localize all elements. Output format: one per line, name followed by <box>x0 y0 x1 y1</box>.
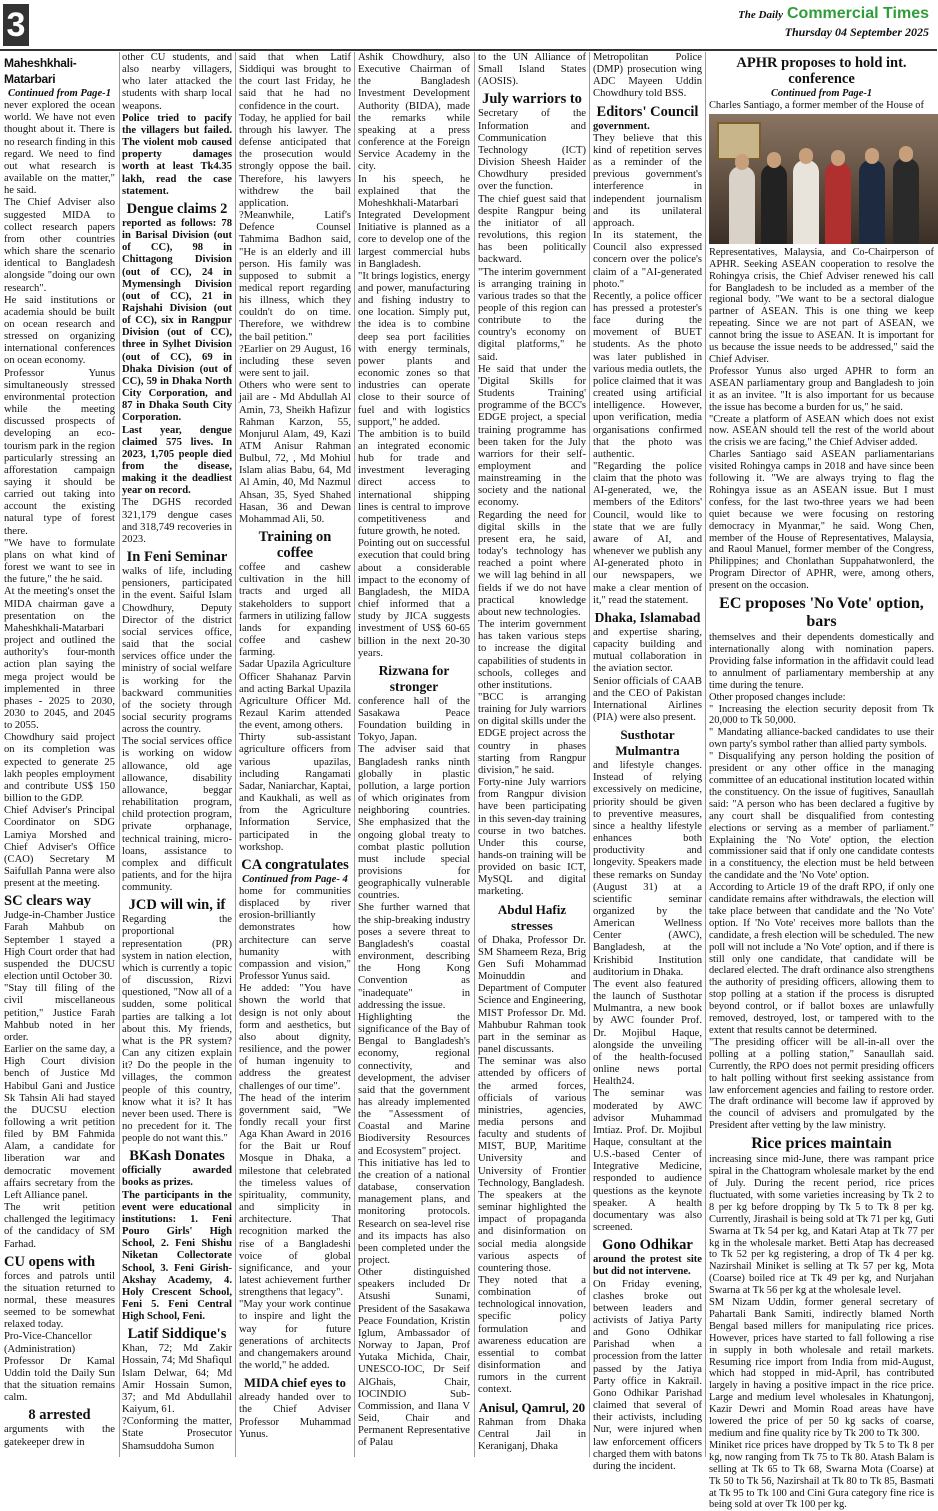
photo-person-head <box>899 146 913 162</box>
paragraph: The participants in the event were educational institutions: 1. Feni Pouro Girls' High School, 2. Feni Shishu Niketan Collectorate School, 3. Feni Girish-Akshay Academy, 4. Holy Crescent School, Feni 5. Feni Central High School, Feni. <box>122 1189 232 1323</box>
paragraph: and expertise sharing, capacity building and mutual collaboration in the aviation sector. <box>593 626 702 675</box>
paragraph: The speakers at the seminar highlighted the impact of propaganda and disinformation on social media alongside various aspects of countering those. <box>478 1189 586 1274</box>
paragraph: Judge-in-Chamber Justice Farah Mahbub on September 1 stayed a High Court order that had suspended the DUCSU election until October 30. <box>4 910 115 983</box>
paragraph: " Increasing the election security deposit from Tk 20,000 to Tk 50,000. <box>709 703 934 727</box>
paragraph: ?Meanwhile, Latif's Defence Counsel Tahmima Badhon said, "He is an elderly and ill person. His family was supposed to submit a medical report regarding his illness, which they couldn't do on time. Therefore, we withdrew the bail petition." <box>239 210 351 343</box>
paragraph: Other proposed changes include: <box>709 691 846 703</box>
paper-prefix: The Daily <box>738 9 783 21</box>
photo-person <box>859 160 885 244</box>
photo-person-head <box>865 148 879 164</box>
column-7 <box>709 52 934 1511</box>
paragraph: Last year, dengue claimed 575 lives. In 2023, 1,705 people died from the disease, making it the deadliest year on record. <box>122 424 232 497</box>
paragraph: He said institutions or academia should be built on ocean research and stressed on organizing international conferences on ocean economy. <box>4 294 115 367</box>
paragraph: Forty-nine July warriors from Rangpur division have been participating in this seven-day training course in two batches. Under this course, hands-on training will be provided on basic ICT, MySQL and digital marketing. <box>478 777 586 898</box>
paragraph: conference hall of the Sasakawa Peace Foundation building in Tokyo, Japan. <box>358 695 470 744</box>
paragraph: The seminar was moderated by AWC advisor Muhammad Imtiaz. Prof. Dr. Mojibul Haque, consultant at the U.S.-based Center of Integrative Medicine, responded to audience questions as the keynote speaker. A health documentary was also screened. <box>593 1088 702 1234</box>
photo-person-head <box>831 150 845 166</box>
paragraph: The event also featured the launch of Susthotar Mulmantra, a new book by AWC founder Prof. Dr. Mojibul Haque, alongside the unveiling of the health-focused online news portal Health24. <box>593 978 702 1088</box>
paragraph: Other distinguished speakers included Dr Atsushi Sunami, President of the Sasakawa Peace Foundation, Kristin Iglum, Ambassador of Norway to Japan, Prof Yutaka Michida, Chair, UNESCO-IOC, Dr Seif AlGhais, Chair, IOCINDIO Sub-Commission, and Ilana V Seid, Chair and Permanent Representative of Palau <box>358 1267 470 1449</box>
paragraph: forces and patrols until the situation returned to normal, these measures seemed to be somewhat relaxed today. <box>4 1270 115 1331</box>
continuation-note: Continued from Page- 4 <box>242 873 348 885</box>
paragraph: Miniket rice prices have dropped by Tk 5 to Tk 8 per kg, now ranging from Tk 75 to Tk 80. Atash Balam is selling at Tk 65 to Tk 68, Swarna Mota (Coarse) at Tk 50 to Tk 56, Nazirshail at Tk 80 to Tk 85, Basmati at Tk 95 to Tk 100 and Cini Gura category fine rice is being sold at over Tk 100 per kg. <box>709 1439 934 1511</box>
paragraph: never explored the ocean world. We have not even thought about it. There is no research finding in this regard. We need to find out what research is available on the matter," he said. <box>4 100 115 197</box>
paragraph: home for communities displaced by river erosion-brilliantly demonstrates how architecture can serve humanity with compassion and vision," Professor Yunus said. <box>239 886 351 983</box>
headline: Susthotar Mulmantra <box>615 727 680 759</box>
paragraph: This initiative has led to the creation of a national database, conservation management plans, and monitoring protocols. Research on sea-level rise and its impacts has also been completed under the project. <box>358 1157 470 1266</box>
headline: EC proposes 'No Vote' option, bars <box>719 595 924 631</box>
paragraph: The social services office is working on widow allowance, old age allowance, disability allowance, beggar rehabilitation program, child protection program, private orphanage, technical training, micro-loans, assistance to complex and difficult patients, and for the hijra community. <box>122 736 232 894</box>
headline: JCD will win, if <box>128 897 226 914</box>
paragraph: "BCC is arranging training for July warriors on digital skills under the EDGE project across the country in phases starting from Rangpur division," he said. <box>478 691 586 776</box>
column-1 <box>4 52 115 1457</box>
paragraph: The seminar was also attended by officers of the armed forces, officials of various ministries, agencies, media persons and faculty and students of MIST, BUP, Maritime University and University of Frontier Technology, Bangladesh. <box>478 1056 586 1189</box>
photo-person <box>761 164 787 244</box>
paragraph: At the meeting's onset the MIDA chairman gave a presentation on the Maheshkhali-Matarbari project and outlined the authority's four-month action plan saying the mega project would be implemented in three phases - 2025 to 2030, 2030 to 2045, and 2045 to 2055. <box>4 586 115 732</box>
paragraph: government. <box>593 120 650 132</box>
paragraph: " Disqualifying any person holding the position of president or any other office in the managing committee of an educational institution located within the constituency. On the issue of fugitives, Sanaullah said: "A person who has been declared a fugitive by any court shall be disqualified from contesting elections or serving as a member of parliament." Explaining the 'No Vote' option, the election commissioner said that if only one candidate contests in a constituency, the election must be held between the candidate and the 'No Vote' option. <box>709 751 934 882</box>
paragraph: officially awarded books as prizes. <box>122 1165 232 1189</box>
paragraph: Regarding the need for digital skills in the present era, he said, today's technology has reached a point where we will lag behind in all fields if we do not have practical knowledge about new technologies. <box>478 509 586 618</box>
headline: Dhaka, Islamabad <box>594 609 701 625</box>
page-number: 3 <box>3 4 29 46</box>
paragraph: to the UN Alliance of Small Island States (AOSIS). <box>478 52 586 88</box>
paragraph: said that when Latif Siddiqui was brought to the court last Friday, he said that he had no confidence in the court. <box>239 52 351 112</box>
headline: July warriors to <box>482 91 582 108</box>
paragraph: Professor Yunus also urged APHR to form an ASEAN parliamentary group and Bangladesh to join it as an invitee. "It is also important for us because the issue has become a burden for us," he said. <box>709 365 934 413</box>
paragraph: Others who were sent to jail are - Md Abdullah Al Amin, 73, Sheikh Hafizur Rahman Karzon, 55, Monjurul Alam, 49, Kazi ATM Anisur Rahman Bulbul, 72, , Md Mohiul Islam alias Babu, 64, Md Al Amin, 40, Md Nazmul Ahsan, 35, Syed Shahed Hasan, 36 and Dewan Mohammad Ali, 50. <box>239 380 351 525</box>
paragraph: SM Nizam Uddin, former general secretary of Pahartali Bank Samiti, indirectly blamed North Bengal based millers for manipulating rice prices. However, prices have started to fall following a rise in supply in both wholesale and retail markets. Resuming rice import from India from mid-August, which had stopped in mid-April, has contributed largely in having a positive impact in the rice price. Large and medium level wholesales in Khatungonj, Kazir Dewri and Momin Road areas have have lowered the price of per 50 kg sacks of coarse, medium and fine quality rice by Tk 200 to Tk 300. <box>709 1297 934 1439</box>
headline: SC clears way <box>4 893 91 910</box>
paragraph: Ashik Chowdhury, also Executive Chairman of the Bangladesh Investment Development Authority (BIDA), made the remarks while speaking at a press conference at the Foreign Service Academy in the city. <box>358 52 470 173</box>
column-2 <box>122 52 232 1457</box>
headline: CA congratulates <box>241 856 349 873</box>
headline: APHR proposes to hold int. conference <box>736 55 907 87</box>
paragraph: Chowdhury said project on its completion was expected to generate 25 lakh peoples employment and contribute US$ 150 billion to the GDP. <box>4 732 115 805</box>
column-divider <box>235 52 236 1457</box>
paragraph: walks of life, including pensioners, participated in the event. Saiful Islam Chowdhury, Deputy Director of the district social services office, said that the social services office under the ministry of social welfare is working for the backward communities of the society through social security programs across the country. <box>122 566 232 736</box>
continuation-note: Continued from Page-1 <box>770 88 873 99</box>
paragraph: "Stay till filing of the civil miscellaneous petition," Justice Farah Mahbub noted in her order. <box>4 983 115 1043</box>
continuation-note: Continued from Page-1 <box>8 88 111 99</box>
paragraph: Khan, 72; Md Zakir Hossain, 74; Md Shafiqul Islam Delwar, 64; Md Amir Hossain Sumon, 37; and Md Abdullahil Kaiyum, 61. <box>122 1343 232 1416</box>
column-6 <box>593 52 702 1472</box>
paragraph: themselves and their dependents domestically and internationally along with nomination papers. Providing false information in the affidavit could lead to annulment of parliamentary membership at any time during the tenure. <box>709 632 934 691</box>
photo-person-head <box>767 152 781 168</box>
paragraph: The Chief Adviser also suggested MIDA to collect research papers from other countries which share the scenario identical to Bangladesh alongside "doing our own research". <box>4 197 115 294</box>
headline: CU opens with <box>4 1253 96 1270</box>
headline: Training on coffee <box>258 529 332 562</box>
paragraph: The interim government has taken various steps to increase the digital capabilities of students in schools, colleges and other institutions. <box>478 619 586 691</box>
column-divider <box>589 52 590 1457</box>
paragraph: Secretary of the Information and Communication Technology (ICT) Division Sheesh Haider Chowdhury presided over the function. <box>478 108 586 193</box>
paragraph: reported as follows: 78 in Barisal Division (out of CC), 98 in Chittagong Division (out of CC), 24 in Mymensingh Division (out of CC), 21 in Rajshahi Division (out of CC), six in Rangpur Division (out of CC), three in Sylhet Division (out of CC), 69 in Dhaka Division (out of CC), 59 in Dhaka North City Corporation, and 87 in Dhaka South City Corporation. <box>122 217 232 424</box>
paragraph: They noted that a combination of technological innovation, specific policy formulation and awareness education are essential to combat disinformation and rumors in the current context. <box>478 1275 586 1396</box>
column-5 <box>478 52 586 1457</box>
paragraph: According to Article 19 of the draft RPO, if only one candidate remains after withdrawals, the election will take place between that candidate and the 'No Vote' option. If 'No Vote' receives more ballots than the candidate, a fresh election will be scheduled. The new poll will not include a 'No Vote' option, and if there is still only one candidate, that candidate will be declared elected. The draft ordinance also strengthens the authority of presiding officers, allowing them to stop polling at a station if the process is disrupted beyond control, or if ballot boxes are unlawfully removed, destroyed, lost, or tampered with to the extent that results cannot be determined. <box>709 882 934 1036</box>
paragraph: On Friday evening, clashes broke out between leaders and activists of Jatiya Party and Gono Odhikar Parishad when a procession from the latter passed by the Jatiya Party office in Kakrail. Gono Odhikar Parishad claimed that several of their activists, including Nur, were injured when law enforcement officers charged them with batons during the incident. <box>593 1278 702 1472</box>
paragraph: coffee and cashew cultivation in the hill tracts and urged all stakeholders to support farmers in utilizing fallow lands for expanding coffee and cashew farming. <box>239 562 351 659</box>
paragraph: Professor Yunus simultaneously stressed environmental protection while the meeting discussed prospects of developing an eco-tourism park in the region particularly stressing an afforestation campaign saying it should be carried out taking into account the existing natural type of forest there. <box>4 367 115 537</box>
paragraph: Charles Santiago said ASEAN parliamentarians visited Rohingya camps in 2018 and have since been following it. "We are always trying to flag the Rohingya issue as an ASEAN issue. But I must confess, for the last two-three years we had been quiet because we were focusing on restoring democracy in Myanmar," he said. Wong Chen, member of the House of Representatives, Malaysia, and Raoul Manuel, former member of the Congress, Philippines; and Chonlathan Suppahatwonlerd, the Program Director of APHR, were, among others, present on the occasion. <box>709 449 934 592</box>
paragraph: The DGHS recorded 321,179 dengue cases and 318,749 recoveries in 2023. <box>122 497 232 545</box>
paragraph: and lifestyle changes. Instead of relying excessively on medicine, priority should be given to preventive measures, since a healthy lifestyle enhances both productivity and longevity. Speakers made these remarks on Sunday (August 31) at a scientific seminar organized by the American Wellness Center (AWC), Bangladesh, at the Krishibid Institution auditorium in Dhaka. <box>593 760 702 978</box>
paragraph: The writ petition challenged the legitimacy of the candidacy of SM Farhad. <box>4 1202 115 1250</box>
paragraph: Sadar Upazila Agriculture Officer Shahanaz Parvin and acting Barkal Upazila Agriculture Officer Md. Rezaul Karim attended the event, among others. <box>239 659 351 732</box>
paragraph: "We have to formulate plans on what kind of forest we want to see in the future," the he said. <box>4 537 115 586</box>
paragraph: Thirty sub-assistant agriculture officers from various upazilas, including Rangamati Sadar, Naniarchar, Kaptai, and Kaukhali, as well as from the Agriculture Information Service, participated in the workshop. <box>239 732 351 853</box>
photo-person <box>893 158 919 244</box>
headline: Latif Siddique's <box>127 1326 227 1343</box>
paragraph: She further warned that the ship-breaking industry poses a severe threat to Bangladesh's coastal environment, describing the Hong Kong Convention as "inadequate" in addressing the issue. <box>358 902 470 1011</box>
paragraph: "The presiding officer will be all-in-all over the polling at a polling station," Sanaullah said. Currently, the RPO does not permit presiding officers to halt polling without first seeking assistance from law enforcement agencies and failing to restore order. The draft ordinance will become law if approved by the council of advisers and promulgated by the President after vetting by the law ministry. <box>709 1036 934 1132</box>
paragraph: Recently, a police officer has pressed a protester's face during the movement of BUET students. As the photo was later published in various media outlets, the police claimed that it was created using artificial intelligence. However, upon verification, media organisations confirmed that the photo was authentic. <box>593 290 702 460</box>
paragraph: Chief Adviser's Principal Coordinator on SDG Lamiya Morshed and Chief Adviser's Office (CAO) Secretary M Saifullah Panna were also present at the meeting. <box>4 805 115 890</box>
paragraph: arguments with the gatekeeper drew in <box>4 1424 115 1448</box>
column-divider <box>119 52 120 1457</box>
headline: In Feni Seminar <box>126 549 228 566</box>
issue-date: Thursday 04 September 2025 <box>784 25 929 39</box>
headline: Maheshkhali-Matarbari <box>4 56 77 86</box>
photo-person-head <box>799 148 813 164</box>
paragraph: around the protest site but did not intervene. <box>593 1254 702 1278</box>
paragraph: increasing since mid-June, there was rampant price spiral in the Chattogram wholesale market by the end of July. During the recent period, rice prices fluctuated, with some varieties increasing by Tk 2 to 8 per kg before dropping by Tk 5 to Tk 8 per kg. Currently, Jirashail is being sold at Tk 71 per kg, Guti Swarna at Tk 54 per kg, and Katari Atap at Tk 77 per kg in the wholesale market. Betti Atap has decreased to Tk 52 per kg registering, a drop of Tk 4 per kg. Nazirshail Miniket is selling at Tk 57 per kg, Mota (Coarse) boiled rice at Tk 49 per kg, and Nurjahan Swarna at Tk 56 per kg at the wholesale level. <box>709 1154 934 1297</box>
paragraph: Metropolitan Police (DMP) prosecution wing ADC Mayeen Uddin Chowdhury told BSS. <box>593 52 702 100</box>
paragraph: Senior officials of CAAB and the CEO of Pakistan International Airlines (PIA) were also present. <box>593 675 702 723</box>
paragraph: The adviser said that Bangladesh ranks ninth globally in plastic pollution, a large portion of which originates from neighboring countries. She emphasized that the ongoing global treaty to combat plastic pollution must include special provisions for geographically vulnerable countries. <box>358 744 470 902</box>
photo-person <box>825 162 851 244</box>
headline: Gono Odhikar <box>602 1237 693 1254</box>
paragraph: ?Earlier on 29 August, 16 including these seven were sent to jail. <box>239 343 351 380</box>
masthead-rule <box>0 49 937 51</box>
headline: Rice prices maintain <box>751 1135 892 1153</box>
paragraph: "May your work continue to inspire and light the way for future generations of architects and changemakers around the world," he added. <box>239 1299 351 1372</box>
paragraph: "It brings logistics, energy and power, manufacturing and fishing industry to one location. Simply put, the idea is to combine deep sea port facilities with energy terminals, power plants and economic zones so that industries can operate close to their source of fuel and with logistics support," he added. <box>358 270 470 428</box>
headline: Dengue claims 2 <box>126 200 228 217</box>
paragraph: He said that under the 'Digital Skills for Students Training' programme of the BCC's EDGE project, a special training programme has been taken for the July warriors for their self-employment and mainstreaming in the society and the national economy. <box>478 363 586 509</box>
paragraph: In its statement, the Council also expressed concern over the police's claim of a "AI-generated photo." <box>593 230 702 290</box>
photo-person-head <box>735 154 749 170</box>
headline: Abdul Hafiz stresses <box>497 901 567 933</box>
headline: Rizwana for stronger <box>378 662 450 694</box>
news-photo <box>709 114 938 244</box>
paragraph: Earlier on the same day, a High Court division bench of Justice Md Habibul Gani and Justice Sk Tahsin Ali had stayed the DUCSU election following a writ petition filed by BM Fahmida Alam, a candidate for liberation war and democratic movement affairs secretary from the Left Alliance panel. <box>4 1044 115 1201</box>
column-3 <box>239 52 351 1457</box>
paragraph: Charles Santiago, a former member of the House of <box>709 99 924 111</box>
paragraph: already handed over to the Chief Adviser Professor Muhammad Yunus. <box>239 1392 351 1440</box>
paragraph: The head of the interim government said, "We fondly recall your first Aga Khan Award in 2016 for the Bait ur Rouf Mosque in Dhaka, a milestone that celebrated the timeless values of spirituality, community, and simplicity in architecture. That recognition marked the rise of a Bangladeshi voice of global significance, and your latest achievement further strengthens that legacy". <box>239 1092 351 1299</box>
paragraph: ?Conforming the matter, State Prosecutor Shamsuddoha Sumon <box>122 1416 232 1452</box>
paragraph: other CU students, and also nearby villagers, who later attacked the students with sharp local weapons. <box>122 52 232 112</box>
headline: Anisul, Qamrul, 20 <box>478 1399 586 1415</box>
paragraph: The ambition is to build an integrated economic hub for trade and investment leveraging direct access to international shipping lines is central to improve competitiveness and future growth, he noted. <box>358 428 470 538</box>
paragraph: Highlighting the significance of the Bay of Bengal to Bangladesh's economy, regional connectivity, and development, the adviser said that the government has already implemented the "Assessment of Coastal and Marine Biodiversity Resources and Ecosystem" project. <box>358 1011 470 1157</box>
paper-name <box>738 3 929 23</box>
paragraph: of Dhaka, Professor Dr. SM Shameem Reza, Brig Gen Sufi Mohammad Moinuddin and Department of Computer Science and Engineering, MIST Professor Dr. Md. Mahbubur Rahman took part in the seminar as panel discussants. <box>478 934 586 1056</box>
paragraph: Today, he applied for bail through his lawyer. The defense anticipated that the prosecution would strongly oppose the bail. Therefore, his lawyers withdrew the bail application. <box>239 112 351 209</box>
photo-person <box>793 160 819 244</box>
paragraph: Pro-Vice-Chancellor (Administration) Professor Dr Kamal Uddin told the Daily Sun that the situation remains calm. <box>4 1331 115 1404</box>
paragraph: Representatives, Malaysia, and Co-Chairperson of APHR. Seeking ASEAN cooperation to resolve the Rohingya crisis, the Chief Adviser renewed his call for Bangladesh to be included as a member of the regional body. "We want to be a sectoral dialogue partner of ASEAN. This is one thing we keep repeating. Since we are not part of ASEAN, we cannot bring the issue to ASEAN. It is important for us because the issue needs to be addressed," said the Chief Adviser. <box>709 246 934 365</box>
paragraph: The chief guest said that despite Rangpur being the initiator of all revolutions, this region has been politically backward. <box>478 193 586 266</box>
headline: Editors' Council <box>596 103 699 120</box>
paragraph: "Create a platform of ASEAN which does not exist now. ASEAN should tell the rest of the world about the crisis we are facing," the Chief Adviser added. <box>709 413 934 449</box>
column-divider <box>705 52 706 1457</box>
paragraph: He added: "You have shown the world that design is not only about form and aesthetics, but also about dignity, resilience, and the power of human ingenuity to address the greatest challenges of our time". <box>239 983 351 1092</box>
paragraph: " Mandating alliance-backed candidates to use their own party's symbol rather than allied party symbols. <box>709 727 934 751</box>
paragraph: "Regarding the police claim that the photo was AI-generated, we, the members of the Editors' Council, would like to state that we are fully aware of AI, and whenever we publish any AI-generated photo in our newspapers, we make a clear mention of it," read the statement. <box>593 461 702 606</box>
headline: MIDA chief eyes to <box>244 1376 346 1391</box>
column-divider <box>474 52 475 1457</box>
paragraph: They believe that this kind of repetition serves as a reminder of the previous government's interference in independent journalism and its unilateral approach. <box>593 132 702 229</box>
headline: BKash Donates <box>129 1148 225 1165</box>
paragraph: Rahman from Dhaka Central Jail in Keraniganj, Dhaka <box>478 1416 586 1452</box>
column-4 <box>358 52 470 1457</box>
paragraph: In his speech, he explained that the Moheshkhali-Matarbari Integrated Development Initiative is planned as a core to develop one of the largest commercial hubs in Bangladesh. <box>358 173 470 270</box>
masthead <box>0 0 937 50</box>
paragraph: "The interim government is arranging training in various trades so that the people of this region can contribute to the country's economy on digital platforms," he said. <box>478 266 586 363</box>
headline: 8 arrested <box>28 1407 91 1424</box>
photo-person <box>729 166 755 244</box>
paragraph: Pointing out on successful execution that could bring about a considerable impact to the economy of Bangladesh, the MIDA chief informed that a study by JICA suggests investment of US$ 60-65 billion in the next 20-30 years. <box>358 538 470 659</box>
paragraph: Police tried to pacify the villagers but failed. The violent mob caused property damages worth at least Tk4.35 lakh, read the case statement. <box>122 112 232 197</box>
paragraph: Regarding the proportional representation (PR) system in nation election, which is currently a topic of discussion, Rizvi questioned, "Now all of a sudden, some political parties are talking a lot about this. My friends, what is the PR system? Can any citizen explain it? Do the people in the villages, the common people of this country, know what it is? It has never been used. There is no precedent for it. The people do not want this." <box>122 914 232 1145</box>
paper-title: Commercial Times <box>787 5 929 22</box>
column-divider <box>354 52 355 1457</box>
